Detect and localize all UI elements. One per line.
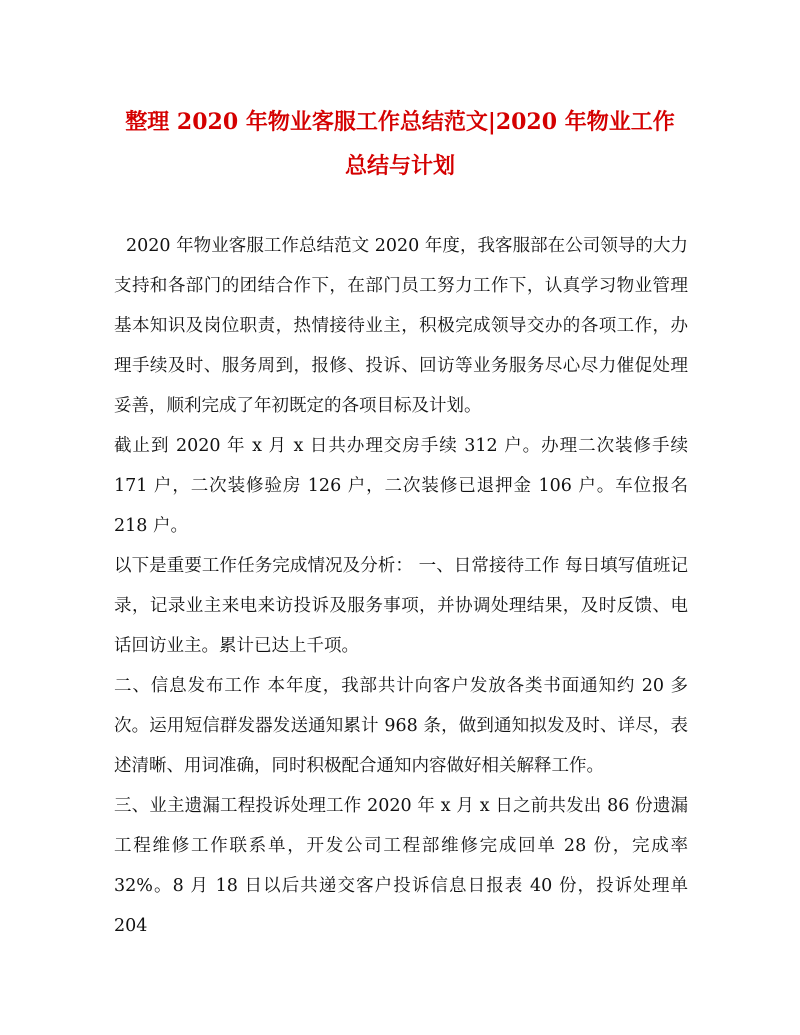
paragraph-complaint-handling: 三、业主遗漏工程投诉处理工作 2020 年 x 月 x 日之前共发出 86 份遗漏工程维修工作联系单，开发公司工程部维修完成回单 28 份，完成率 32%。8 月 18 日以后共递交客户投诉信息日报表 40 份，投诉处理单 204 xyxy=(114,796,688,936)
paragraph-statistics: 截止到 2020 年 x 月 x 日共办理交房手续 312 户。办理二次装修手续 171 户，二次装修验房 126 户，二次装修已退押金 106 户。车位报名 218 户。 xyxy=(114,436,688,536)
document-title xyxy=(90,100,710,188)
title-line-2: 总结与计划 xyxy=(344,153,455,179)
paragraph-daily-reception: 以下是重要工作任务完成情况及分析： 一、日常接待工作 每日填写值班记录，记录业主来电来访投诉及服务事项，并协调处理结果，及时反馈、电话回访业主。累计已达上千项。 xyxy=(114,556,688,656)
document-body xyxy=(114,226,688,946)
paragraph-information-release: 二、信息发布工作 本年度，我部共计向客户发放各类书面通知约 20 多次。运用短信群发器发送通知累计 968 条，做到通知拟发及时、详尽，表述清晰、用词准确，同时积极配合通知内容做好相关解释工作。 xyxy=(114,676,688,776)
title-line-1: 整理 2020 年物业客服工作总结范文|2020 年物业工作 xyxy=(125,109,675,135)
paragraph-intro: 2020 年物业客服工作总结范文 2020 年度，我客服部在公司领导的大力支持和各部门的团结合作下，在部门员工努力工作下，认真学习物业管理基本知识及岗位职责，热情接待业主，积极完成领导交办的各项工作，办理手续及时、服务周到，报修、投诉、回访等业务服务尽心尽力催促处理妥善，顺利完成了年初既定的各项目标及计划。 xyxy=(114,236,688,416)
